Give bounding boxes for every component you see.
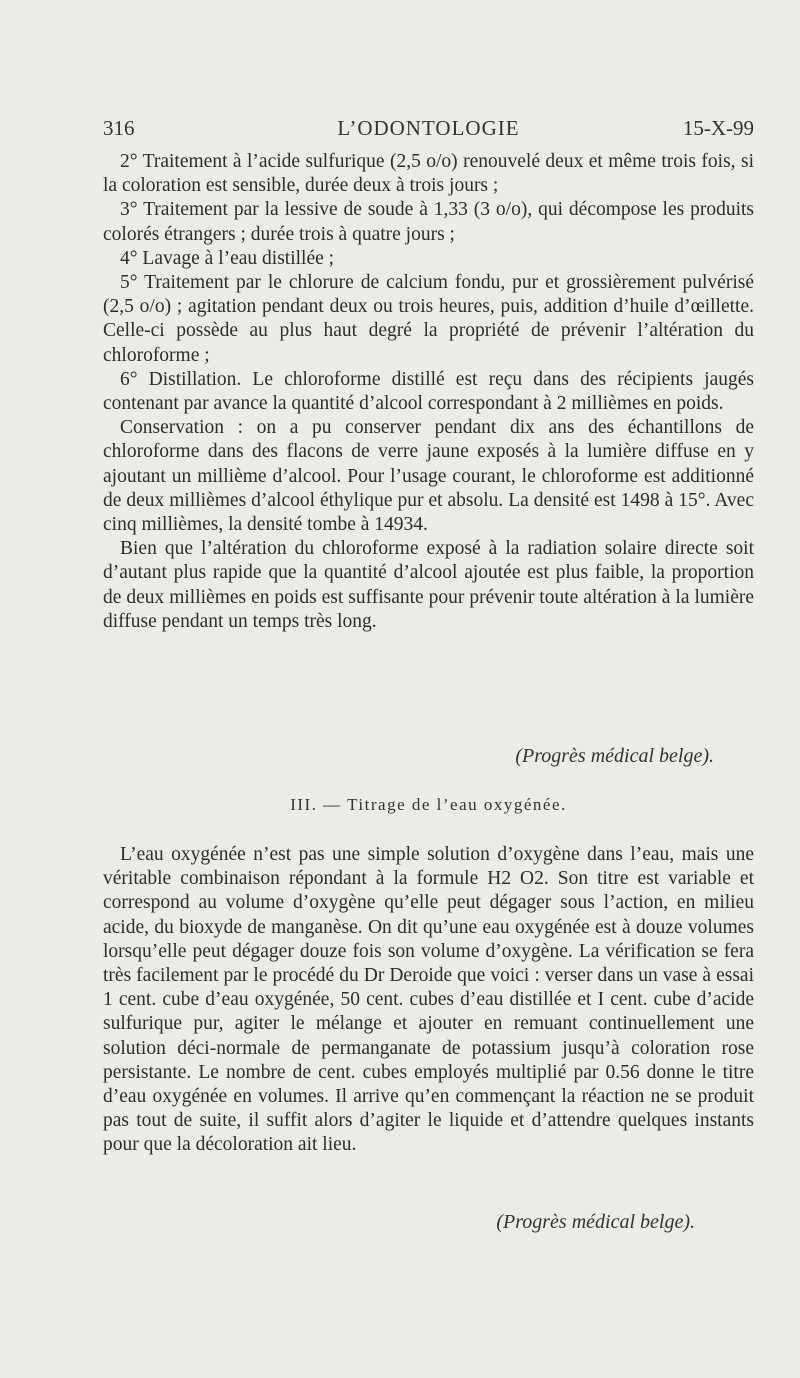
source-citation: (Progrès médical belge). <box>496 1211 695 1233</box>
paragraph: L’eau oxygénée n’est pas une simple solution d’oxygène dans l’eau, mais une véritable combinaison répondant à la formule H2 O2. Son titre est variable et correspond au volume d’oxygène qu’elle peut dégager sous l’action, en milieu acide, du bioxyde de manganèse. On dit qu’une eau oxygénée est à douze volumes lorsqu’elle peut dégager douze fois son volume d’oxygène. La vérification se fera très facilement par le procédé du Dr Deroide que voici : verser dans un vase à essai 1 cent. cube d’eau oxygénée, 50 cent. cubes d’eau distillée et I cent. cube d’acide sulfurique pur, agiter le mélange et ajouter en remuant continuellement une solution déci-normale de permanganate de potassium jusqu’à coloration rose persistante. Le nombre de cent. cubes employés multiplié par 0.56 donne le titre d’eau oxygénée en volumes. Il arrive qu’en commençant la réaction ne se produit pas tout de suite, il suffit alors d’agiter le liquide et d’attendre quelques instants pour que la décoloration ait lieu. <box>103 844 754 1156</box>
paragraph: 2° Traitement à l’acide sulfurique (2,5 o/o) renouvelé deux et même trois fois, si la coloration est sensible, durée deux à trois jours ; <box>103 151 754 197</box>
paragraph: Bien que l’altération du chloroforme exposé à la radiation solaire directe soit d’autant plus rapide que la quantité d’alcool ajoutée est plus faible, la proportion de deux millièmes en poids est suffisante pour prévenir toute altération à la lumière diffuse pendant un temps très long. <box>103 538 754 632</box>
chloroform-procedure-text <box>103 150 754 634</box>
page-number: 316 <box>103 116 135 140</box>
section-heading: III. — Titrage de l’eau oxygénée. <box>290 795 567 814</box>
source-citation: (Progrès médical belge). <box>515 745 714 767</box>
paragraph: 3° Traitement par la lessive de soude à 1,33 (3 o/o), qui décompose les produits colorés étrangers ; durée trois à quatre jours ; <box>103 199 754 245</box>
paragraph: 4° Lavage à l’eau distillée ; <box>120 247 335 269</box>
journal-title: L’ODONTOLOGIE <box>337 116 520 140</box>
running-header <box>103 116 754 146</box>
paragraph: 6° Distillation. Le chloroforme distillé est reçu dans des récipients jaugés contenant par avance la quantité d’alcool correspondant à 2 millièmes en poids. <box>103 368 754 415</box>
paragraph: Conservation : on a pu conserver pendant dix ans des échantillons de chloroforme dans des flacons de verre jaune exposés à la lumière diffuse en y ajoutant un millième d’alcool. Pour l’usage courant, le chloroforme est additionné de deux millièmes d’alcool éthylique pur et absolu. La densité est 1498 à 15°. Avec cinq millièmes, la densité tombe à 14934. <box>103 417 754 536</box>
hydrogen-peroxide-text <box>103 843 754 1158</box>
issue-date: 15-X-99 <box>682 116 754 140</box>
paragraph: 5° Traitement par le chlorure de calcium fondu, pur et grossièrement pulvérisé (2,5 o/o) ; agitation pendant deux ou trois heures, puis, addition d’huile d’œillette. Celle-ci possède au plus haut degré la propriété de prévenir l’altération du chloroforme ; <box>103 272 754 366</box>
